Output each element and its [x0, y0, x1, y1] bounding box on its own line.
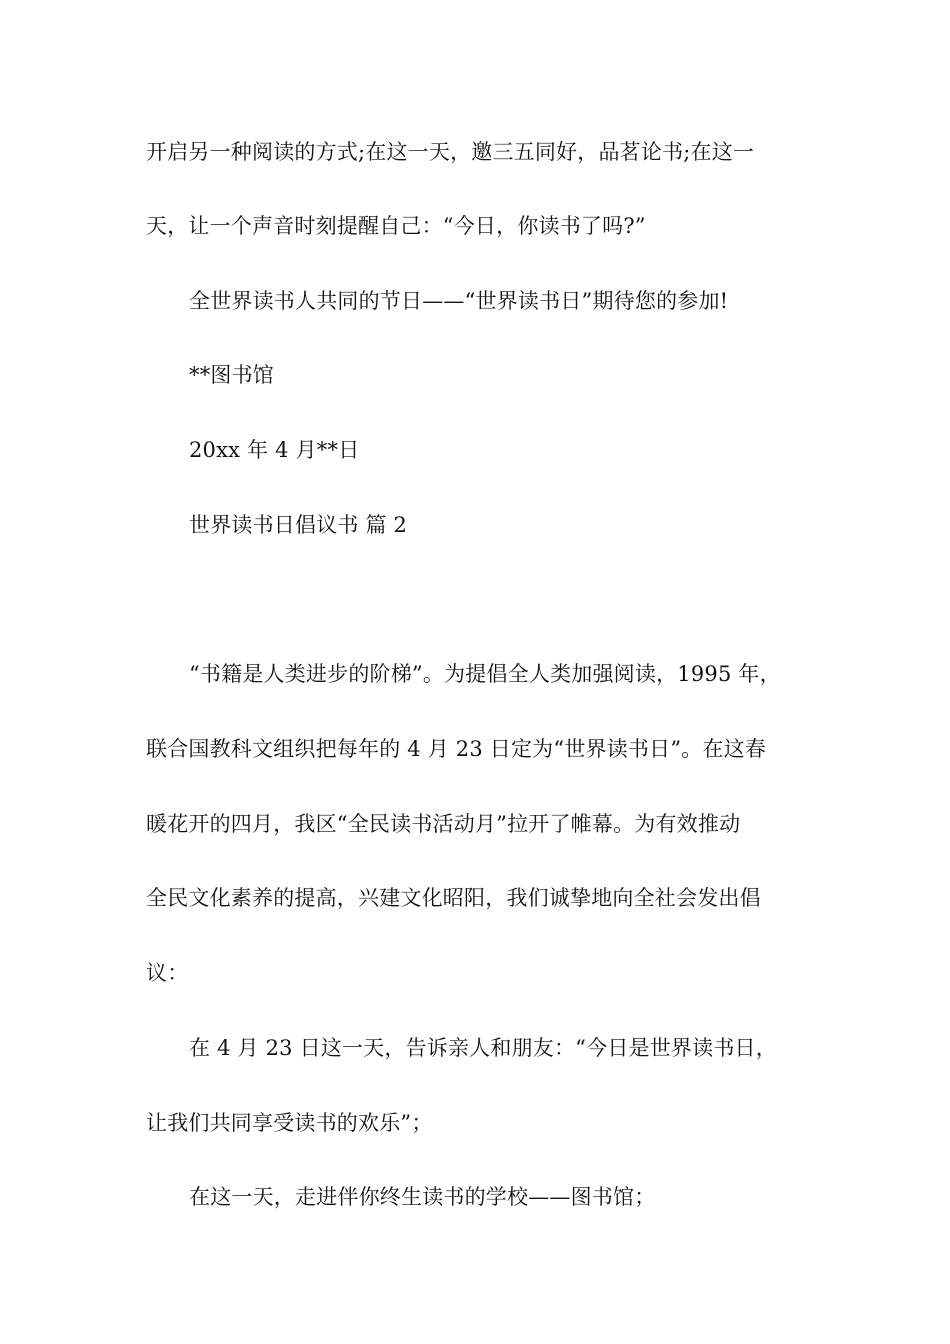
section-heading: 世界读书日倡议书 篇 2	[189, 513, 408, 537]
paragraph-line-4: 联合国教科文组织把每年的 4 月 23 日定为“世界读书日”。在这春	[146, 737, 767, 761]
signature-library: **图书馆	[189, 363, 274, 387]
proposal-line-3: 在这一天，走进伴你终生读书的学校——图书馆；	[189, 1185, 656, 1209]
invitation-line: 全世界读书人共同的节日——“世界读书日”期待您的参加!	[189, 289, 729, 313]
proposal-line-2: 让我们共同享受读书的欢乐”；	[146, 1111, 433, 1135]
paragraph-line-6: 全民文化素养的提高，兴建文化昭阳，我们诚挚地向全社会发出倡	[146, 886, 761, 910]
signature-date: 20xx 年 4 月**日	[189, 438, 360, 462]
paragraph-line-5: 暖花开的四月，我区“全民读书活动月”拉开了帷幕。为有效推动	[146, 812, 741, 836]
paragraph-line-3: “书籍是人类进步的阶梯”。为提倡全人类加强阅读，1995 年，	[189, 662, 781, 686]
paragraph-line-2: 天，让一个声音时刻提醒自己：“今日，你读书了吗?”	[146, 214, 646, 238]
paragraph-line-1: 开启另一种阅读的方式;在这一天，邀三五同好，品茗论书;在这一	[146, 140, 755, 164]
paragraph-line-7: 议：	[146, 961, 189, 985]
proposal-line-1: 在 4 月 23 日这一天，告诉亲人和朋友：“今日是世界读书日，	[189, 1036, 777, 1060]
